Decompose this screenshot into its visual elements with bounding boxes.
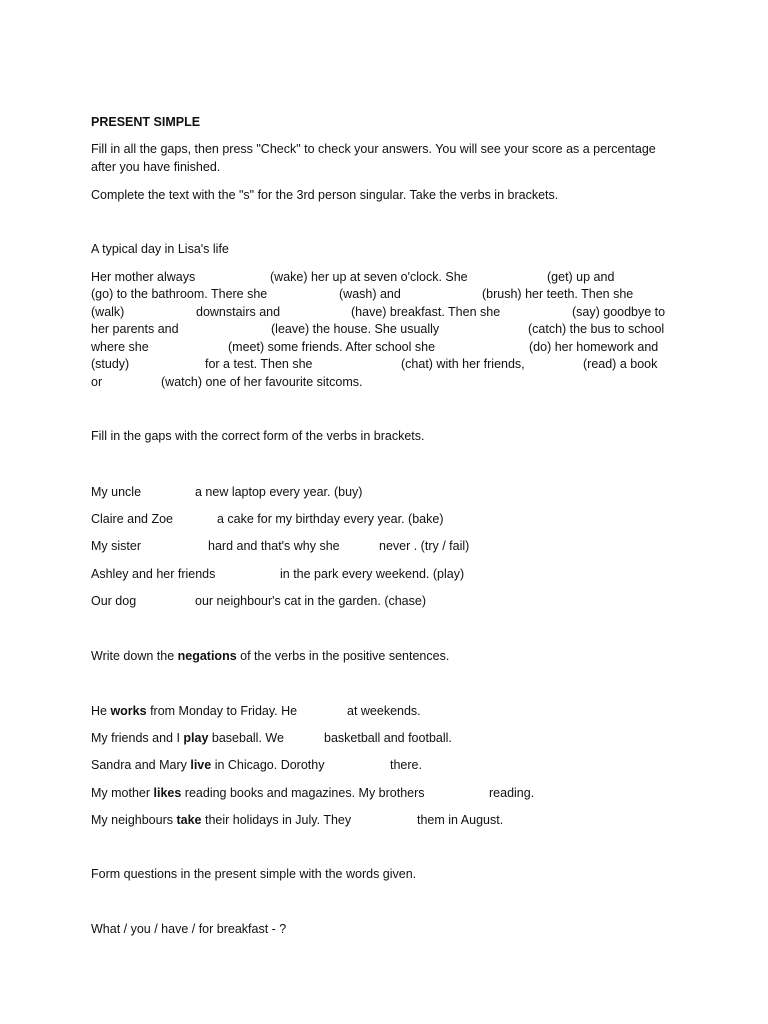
passage-text: (do) her homework and xyxy=(529,340,659,354)
passage-text: (say) goodbye to xyxy=(572,305,666,319)
emphasis-word: take xyxy=(176,813,202,827)
instruction-fill-gaps: Fill in the gaps with the correct form of the verbs in brackets. xyxy=(91,429,425,443)
sentence-text: a new laptop every year. (buy) xyxy=(195,485,363,499)
sentence-text: Sandra and Mary live in Chicago. Dorothy xyxy=(91,758,325,772)
intro-line-1: Fill in all the gaps, then press "Check" to check your answers. You will see your score as a percentage xyxy=(91,142,656,156)
sentence-text: reading. xyxy=(489,786,535,800)
passage-text: (watch) one of her favourite sitcoms. xyxy=(161,375,363,389)
instruction-3rd-person: Complete the text with the "s" for the 3rd person singular. Take the verbs in brackets. xyxy=(91,188,559,202)
passage-text: (go) to the bathroom. There she xyxy=(91,287,268,301)
passage-text: (chat) with her friends, xyxy=(401,357,525,371)
sentence-text: My neighbours take their holidays in July. They xyxy=(91,813,352,827)
sentence-text: a cake for my birthday every year. (bake) xyxy=(217,512,444,526)
emphasis-word: likes xyxy=(153,786,182,800)
sentence-text: My sister xyxy=(91,539,141,553)
instruction-questions: Form questions in the present simple with the words given. xyxy=(91,867,417,881)
intro-line-2: after you have finished. xyxy=(91,160,221,174)
sentence-text: at weekends. xyxy=(347,704,421,718)
passage-text: where she xyxy=(91,340,149,354)
sentence-text: Our dog xyxy=(91,594,137,608)
passage-text: for a test. Then she xyxy=(205,357,313,371)
passage-text: (leave) the house. She usually xyxy=(271,322,440,336)
passage-text: (have) breakfast. Then she xyxy=(351,305,501,319)
sentence-text: My friends and I play baseball. We xyxy=(91,731,284,745)
sentence-text: My uncle xyxy=(91,485,142,499)
sentence-text: hard and that's why she xyxy=(208,539,340,553)
passage-text: (study) xyxy=(91,357,130,371)
sentence-text: Ashley and her friends xyxy=(91,567,216,581)
instruction-negations: Write down the negations of the verbs in the positive sentences. xyxy=(91,649,450,663)
passage-text: (read) a book xyxy=(583,357,658,371)
page-title: PRESENT SIMPLE xyxy=(91,115,201,129)
passage-text: her parents and xyxy=(91,322,179,336)
passage-text: (catch) the bus to school xyxy=(528,322,665,336)
passage-text: or xyxy=(91,375,103,389)
sentence-text: our neighbour's cat in the garden. (chase) xyxy=(195,594,426,608)
emphasis-word: works xyxy=(110,704,147,718)
passage-text: (wake) her up at seven o'clock. She xyxy=(270,270,468,284)
sentence-text: Claire and Zoe xyxy=(91,512,173,526)
sentence-text: in the park every weekend. (play) xyxy=(280,567,465,581)
sentence-text: basketball and football. xyxy=(324,731,452,745)
passage-text: (meet) some friends. After school she xyxy=(228,340,436,354)
passage-text: (walk) xyxy=(91,305,125,319)
sentence-text: He works from Monday to Friday. He xyxy=(91,704,298,718)
sentence-text: My mother likes reading books and magazines. My brothers xyxy=(91,786,425,800)
sentence-text: them in August. xyxy=(417,813,504,827)
sentence-text: there. xyxy=(390,758,422,772)
passage-text: Her mother always xyxy=(91,270,196,284)
emphasis-word: live xyxy=(190,758,212,772)
sentence-text: never . (try / fail) xyxy=(379,539,470,553)
passage-text: downstairs and xyxy=(196,305,281,319)
passage-text: (wash) and xyxy=(339,287,401,301)
question-prompt: What / you / have / for breakfast - ? xyxy=(91,922,287,936)
passage-text: (brush) her teeth. Then she xyxy=(482,287,634,301)
passage-text: (get) up and xyxy=(547,270,615,284)
emphasis-word: negations xyxy=(177,649,237,663)
emphasis-word: play xyxy=(183,731,209,745)
passage-title: A typical day in Lisa's life xyxy=(91,242,229,256)
